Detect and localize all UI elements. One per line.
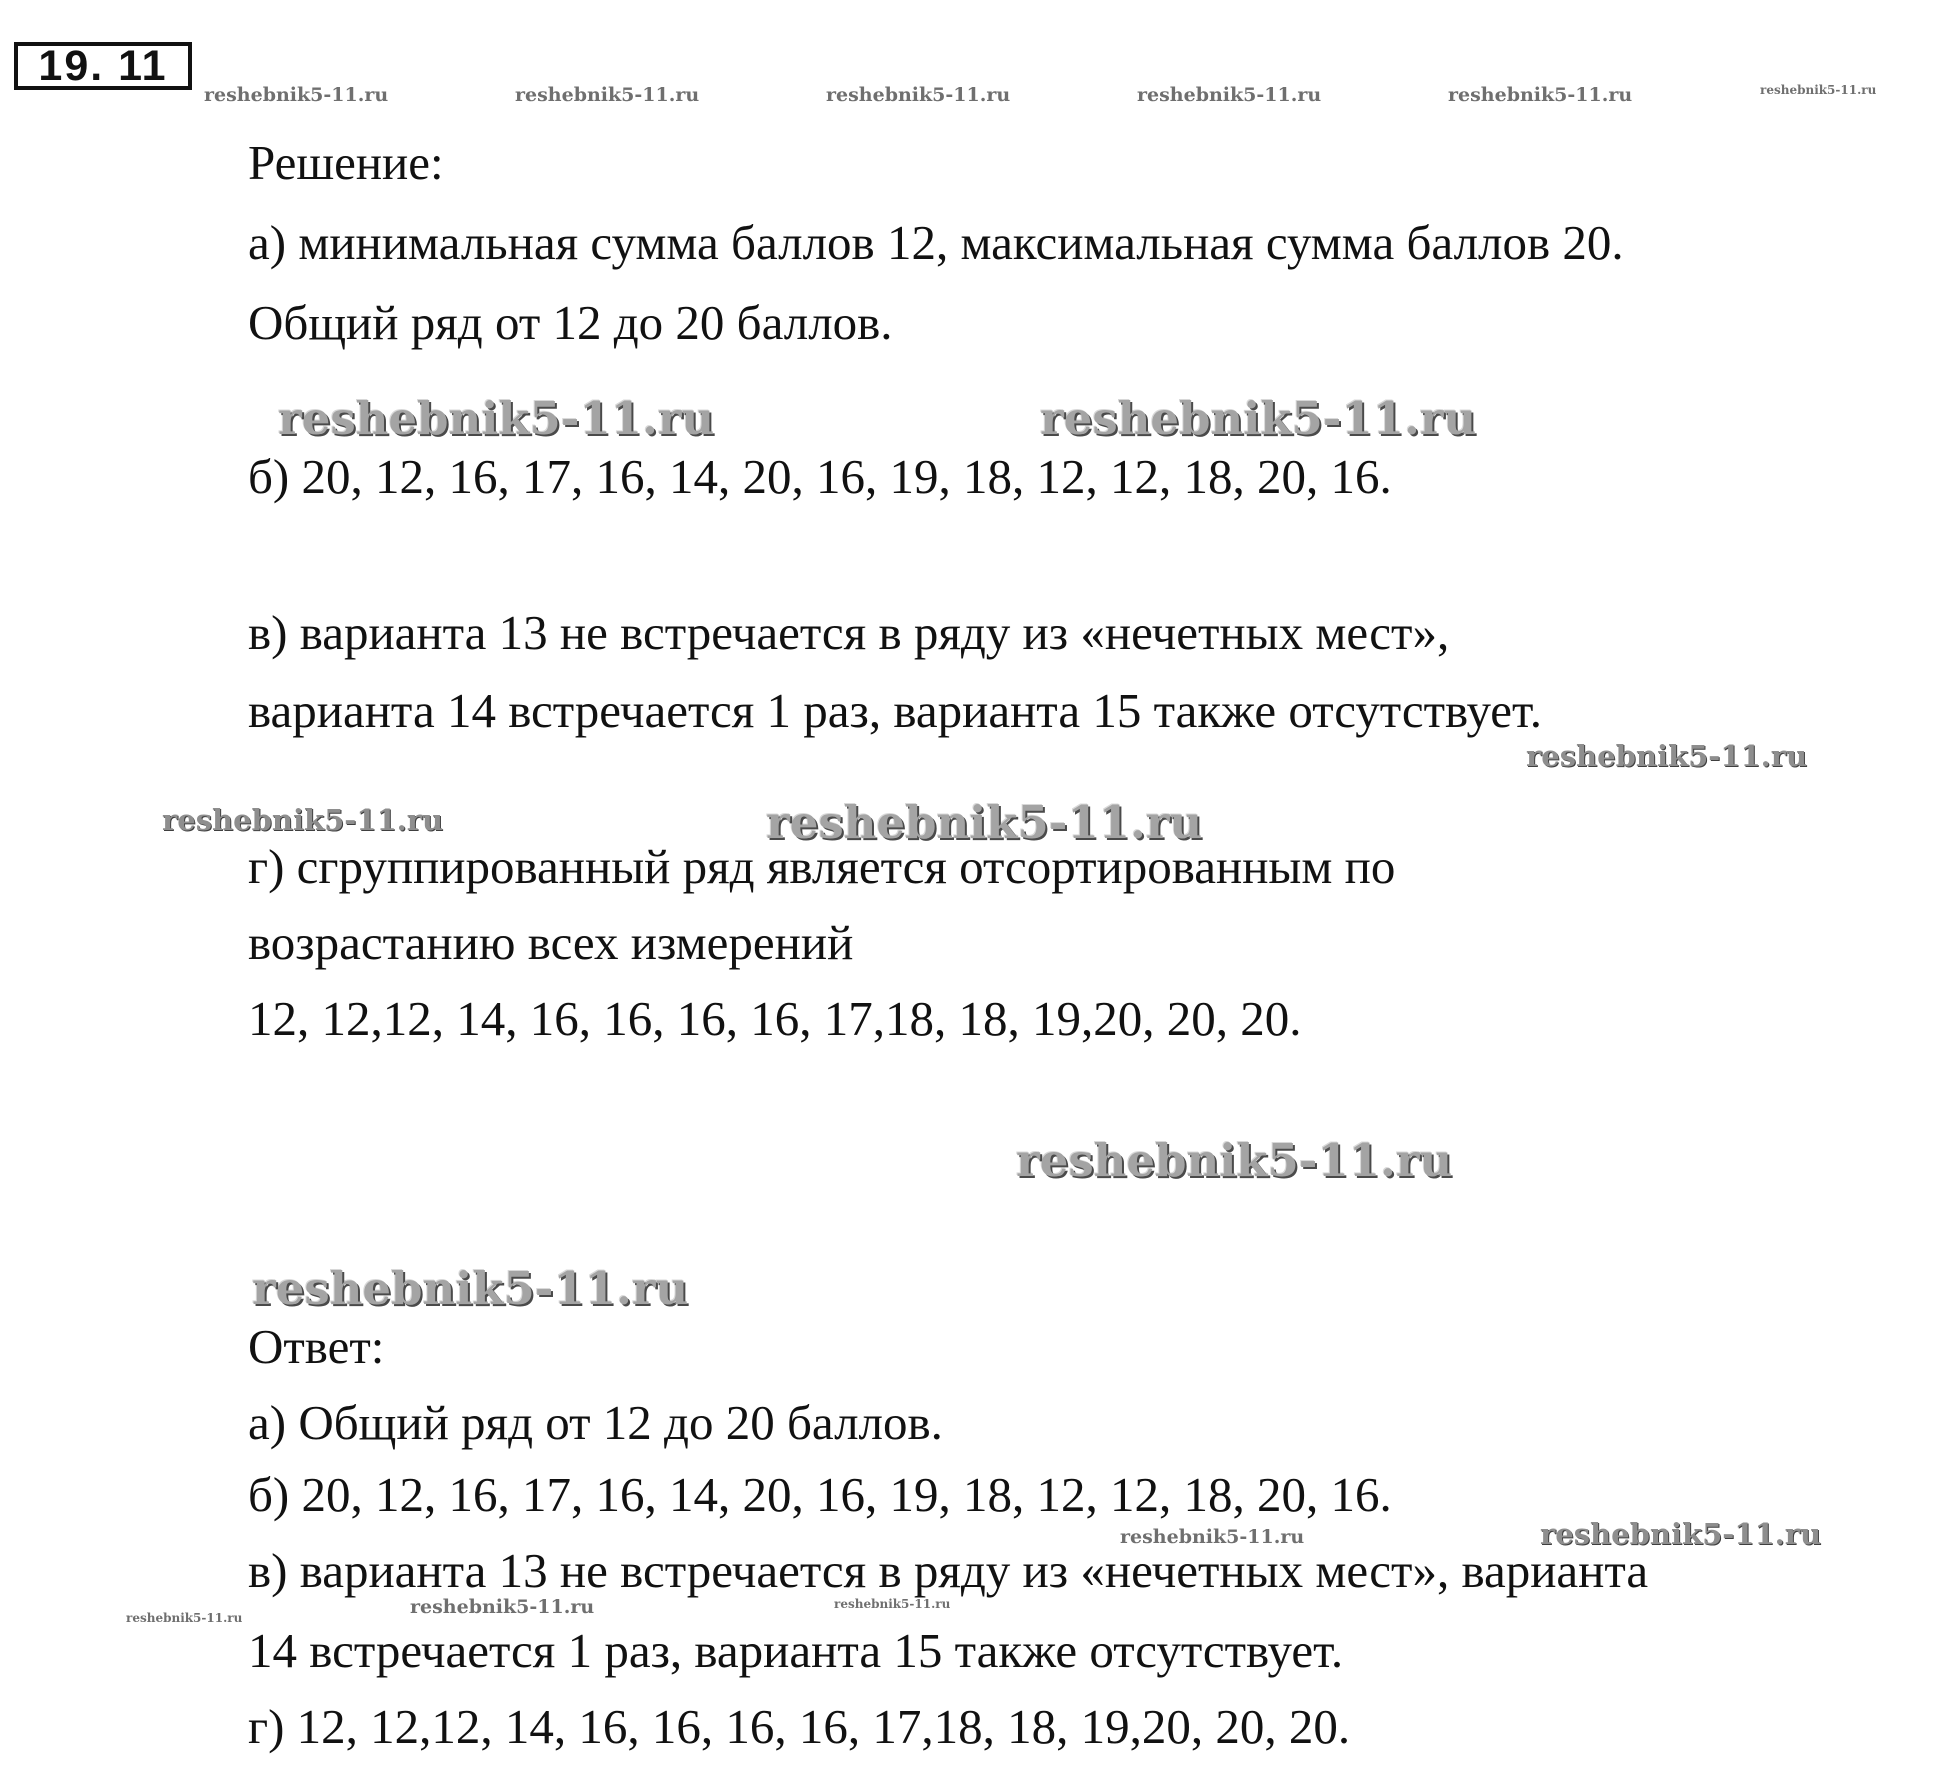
solution-part-v-line-1: в) варианта 13 не встречается в ряду из «нечетных мест», — [248, 605, 1450, 660]
problem-number: 19. 11 — [14, 42, 192, 90]
watermark: reshebnik5-11.ru — [1016, 1134, 1453, 1187]
solution-part-g-line-1: г) сгруппированный ряд является отсортированным по — [248, 839, 1396, 894]
solution-part-g-line-2: возрастанию всех измерений — [248, 915, 854, 970]
watermark: reshebnik5-11.ru — [1526, 739, 1808, 773]
watermark: reshebnik5-11.ru — [278, 392, 715, 445]
solution-heading: Решение: — [248, 135, 444, 190]
answer-part-a-line-1: а) Общий ряд от 12 до 20 баллов. — [248, 1395, 943, 1450]
watermark: reshebnik5-11.ru — [162, 803, 444, 837]
solution-part-b-line-1: б) 20, 12, 16, 17, 16, 14, 20, 16, 19, 18, 12, 12, 18, 20, 16. — [248, 449, 1392, 504]
answer-part-v-line-1: в) варианта 13 не встречается в ряду из «нечетных мест», варианта — [248, 1543, 1649, 1598]
watermark: reshebnik5-11.ru — [410, 1596, 595, 1618]
answer-part-g-line-1: г) 12, 12,12, 14, 16, 16, 16, 16, 17,18, 18, 19,20, 20, 20. — [248, 1699, 1351, 1754]
watermark: reshebnik5-11.ru — [1540, 1517, 1822, 1551]
watermark: reshebnik5-11.ru — [252, 1262, 689, 1315]
watermark: reshebnik5-11.ru — [204, 84, 389, 106]
watermark: reshebnik5-11.ru — [515, 84, 700, 106]
answer-part-v-line-2: 14 встречается 1 раз, варианта 15 также отсутствует. — [248, 1623, 1344, 1678]
watermark: reshebnik5-11.ru — [826, 84, 1011, 106]
watermark: reshebnik5-11.ru — [1120, 1526, 1305, 1548]
solution-part-a-line-1: а) минимальная сумма баллов 12, максимальная сумма баллов 20. — [248, 215, 1624, 270]
watermark: reshebnik5-11.ru — [834, 1597, 951, 1611]
watermark: reshebnik5-11.ru — [1448, 84, 1633, 106]
answer-part-b-line-1: б) 20, 12, 16, 17, 16, 14, 20, 16, 19, 18, 12, 12, 18, 20, 16. — [248, 1467, 1392, 1522]
watermark: reshebnik5-11.ru — [1137, 84, 1322, 106]
watermark: reshebnik5-11.ru — [1760, 83, 1877, 97]
solution-part-a-line-2: Общий ряд от 12 до 20 баллов. — [248, 295, 893, 350]
watermark: reshebnik5-11.ru — [1040, 392, 1477, 445]
solution-part-g-line-3: 12, 12,12, 14, 16, 16, 16, 16, 17,18, 18, 19,20, 20, 20. — [248, 991, 1302, 1046]
solution-part-v-line-2: варианта 14 встречается 1 раз, варианта 15 также отсутствует. — [248, 683, 1543, 738]
answer-heading: Ответ: — [248, 1319, 385, 1374]
watermark: reshebnik5-11.ru — [766, 796, 1203, 849]
watermark: reshebnik5-11.ru — [126, 1611, 243, 1625]
